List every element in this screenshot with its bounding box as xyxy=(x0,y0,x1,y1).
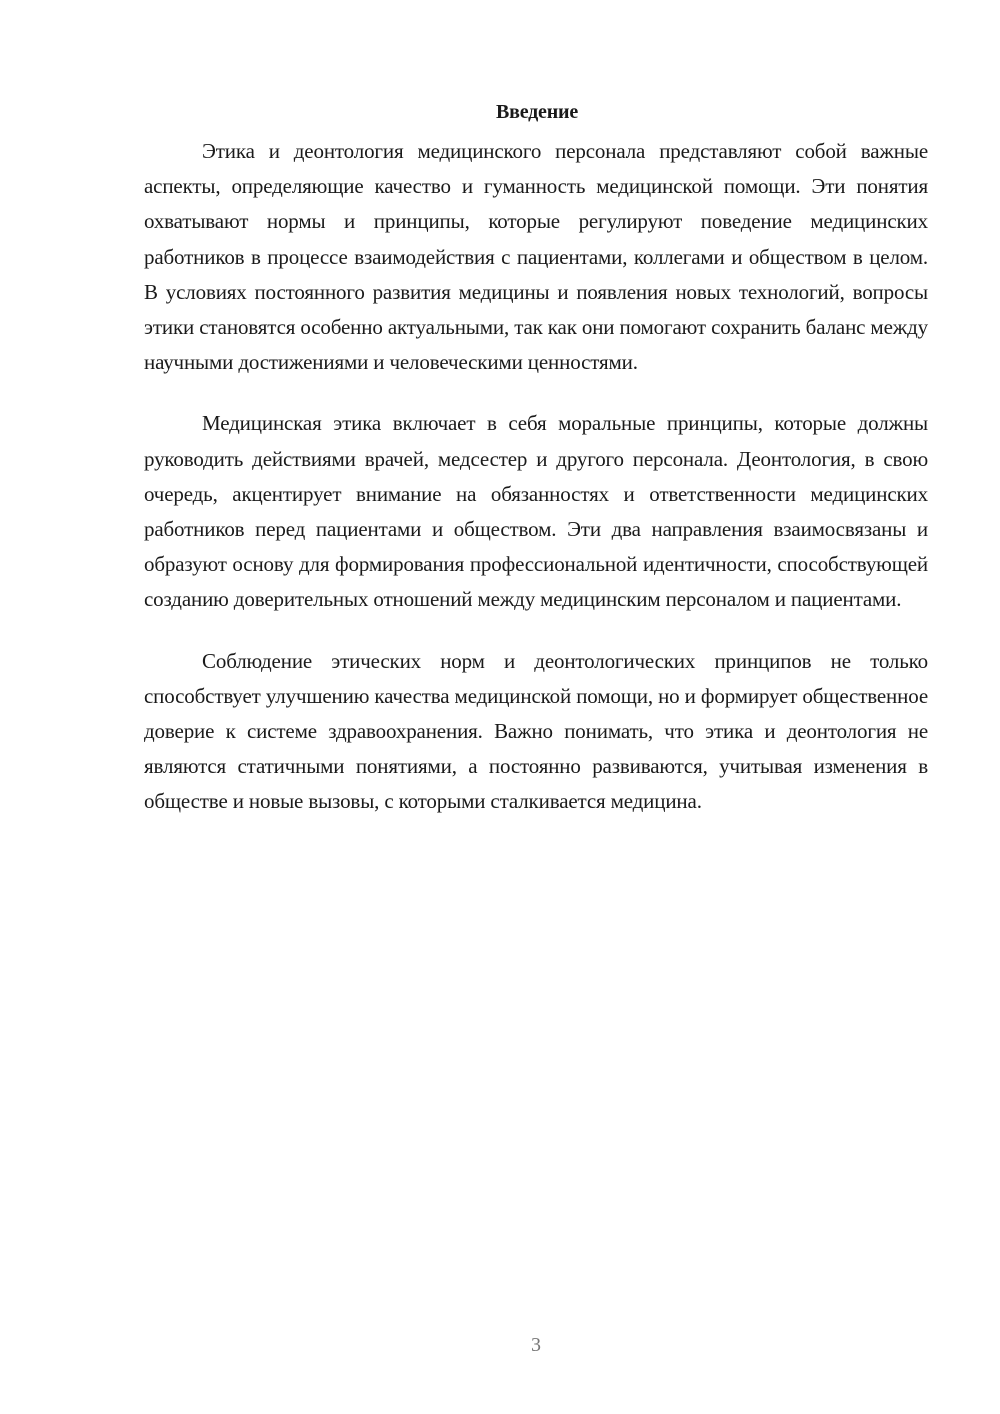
paragraph-2: Медицинская этика включает в себя моральные принципы, которые должны руководить действиями врачей, медсестер и другого персонала. Деонтология, в свою очередь, акцентирует внимание на обязанностях и ответственности медицинских работников перед пациентами и обществом. Эти два направления взаимосвязаны и образуют основу для формирования профессиональной идентичности, способствующей созданию доверительных отношений между медицинским персоналом и пациентами. xyxy=(144,411,928,612)
section-title: Введение xyxy=(495,101,579,123)
paragraph-1: Этика и деонтология медицинского персонала представляют собой важные аспекты, определяющие качество и гуманность медицинской помощи. Эти понятия охватывают нормы и принципы, которые регулируют поведение медицинских работников в процессе взаимодействия с пациентами, коллегами и обществом в целом. В условиях постоянного развития медицины и появления новых технологий, вопросы этики становятся особенно актуальными, так как они помогают сохранить баланс между научными достижениями и человеческими ценностями. xyxy=(144,139,928,375)
paragraph-3: Соблюдение этических норм и деонтологических принципов не только способствует улучшению качества медицинской помощи, но и формирует общественное доверие к системе здравоохранения. Важно понимать, что этика и деонтология не являются статичными понятиями, а постоянно развиваются, учитывая изменения в обществе и новые вызовы, с которыми сталкивается медицина. xyxy=(144,648,928,814)
page-number: 3 xyxy=(531,1334,541,1356)
page-content xyxy=(144,94,928,820)
